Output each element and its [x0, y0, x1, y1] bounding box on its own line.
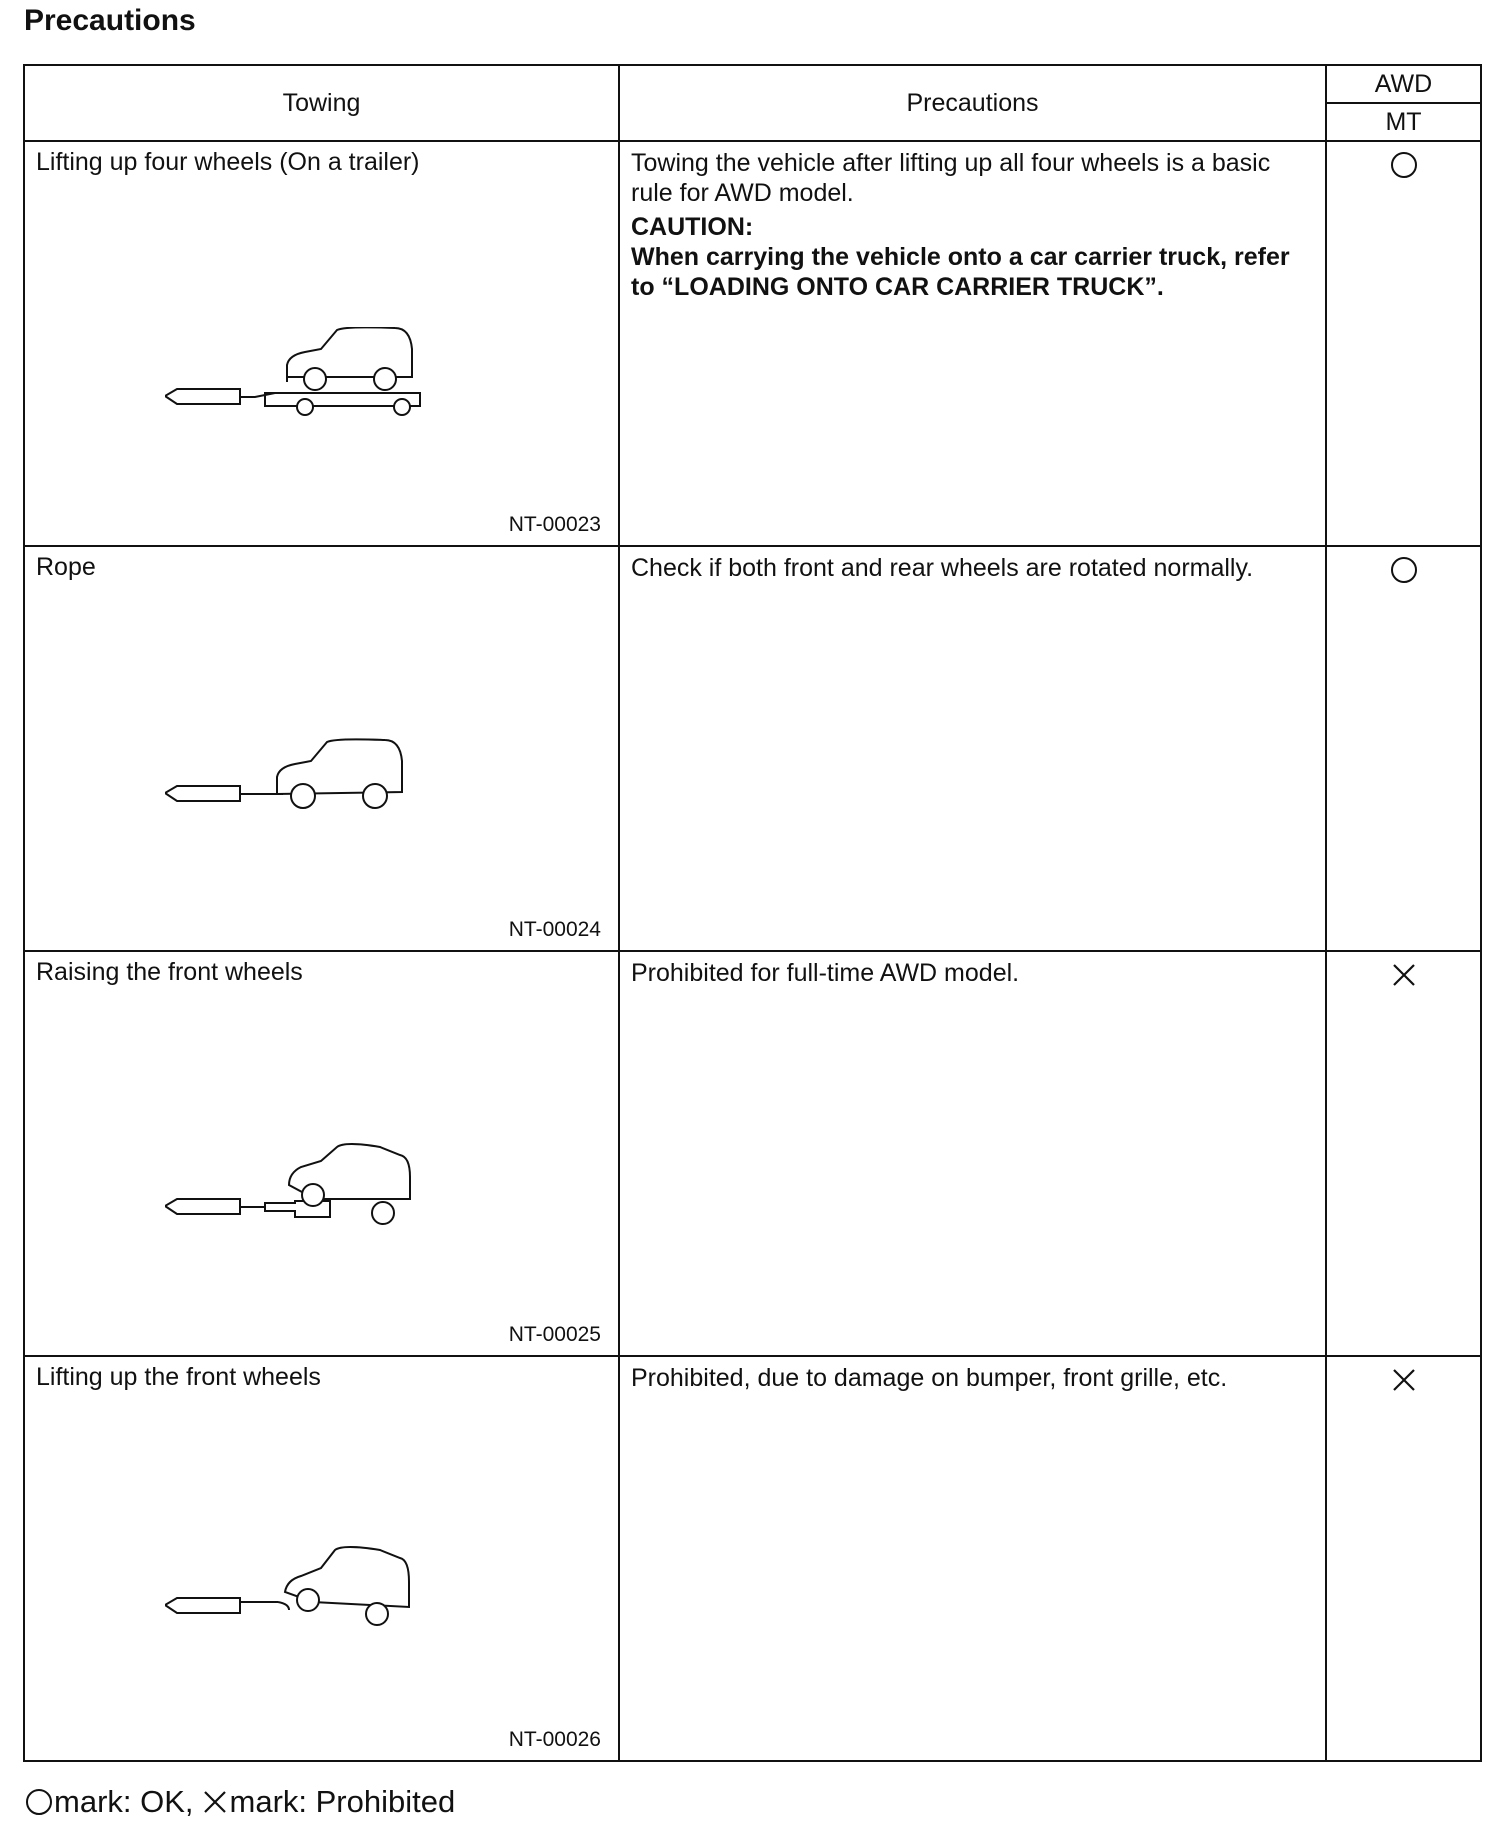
figure-code: NT-00026: [508, 1728, 601, 1751]
towing-cell: [24, 546, 619, 951]
figure-code: NT-00023: [508, 513, 601, 536]
towing-cell: [24, 1356, 619, 1761]
ok-mark-icon: [24, 1787, 54, 1817]
precaution-cell: [619, 546, 1326, 951]
precaution-cell: [619, 951, 1326, 1356]
precaution-text: Check if both front and rear wheels are rotated normally.: [631, 554, 1254, 582]
legend-prohibited-text: mark: Prohibited: [229, 1784, 456, 1819]
ok-mark-icon: [1389, 150, 1419, 180]
page-title: Precautions: [24, 4, 196, 37]
legend-ok-text: mark: OK,: [54, 1784, 194, 1819]
legend: [24, 1784, 455, 1820]
car-front-lifted-icon: [165, 1542, 445, 1652]
mt-cell: [1326, 1356, 1481, 1761]
precaution-text: Prohibited, due to damage on bumper, front grille, etc.: [631, 1364, 1228, 1392]
prohibited-mark-icon: [200, 1787, 230, 1817]
prohibited-mark-icon: [1389, 1365, 1419, 1395]
towing-cell: [24, 141, 619, 546]
row-label: Lifting up the front wheels: [36, 1363, 321, 1391]
precaution-cell: [619, 141, 1326, 546]
ok-mark-icon: [1389, 555, 1419, 585]
row-label: Raising the front wheels: [36, 958, 303, 986]
figure-code: NT-00024: [508, 918, 601, 941]
header-mt: MT: [1326, 103, 1481, 141]
mt-cell: [1326, 546, 1481, 951]
table-row: [24, 951, 1481, 1356]
table-row: [24, 1356, 1481, 1761]
header-towing: Towing: [24, 65, 619, 141]
car-towed-by-rope-icon: [165, 732, 445, 842]
caution-text: When carrying the vehicle onto a car carrier truck, refer to “LOADING ONTO CAR CARRIER TRUCK”.: [631, 243, 1290, 301]
precaution-cell: [619, 1356, 1326, 1761]
precaution-text: Towing the vehicle after lifting up all four wheels is a basic rule for AWD model.: [631, 149, 1271, 207]
header-precautions: Precautions: [619, 65, 1326, 141]
figure-code: NT-00025: [508, 1323, 601, 1346]
prohibited-mark-icon: [1389, 960, 1419, 990]
table-row: [24, 546, 1481, 951]
towing-cell: [24, 951, 619, 1356]
mt-cell: [1326, 951, 1481, 1356]
car-on-trailer-icon: [165, 327, 445, 437]
table-row: [24, 141, 1481, 546]
row-label: Lifting up four wheels (On a trailer): [36, 148, 420, 176]
mt-cell: [1326, 141, 1481, 546]
towing-precautions-table: [23, 64, 1482, 1762]
caution-title: CAUTION:: [631, 213, 754, 241]
row-label: Rope: [36, 553, 96, 581]
car-front-raised-dolly-icon: [165, 1137, 445, 1247]
header-awd: AWD: [1326, 65, 1481, 103]
precaution-text: Prohibited for full-time AWD model.: [631, 959, 1020, 987]
